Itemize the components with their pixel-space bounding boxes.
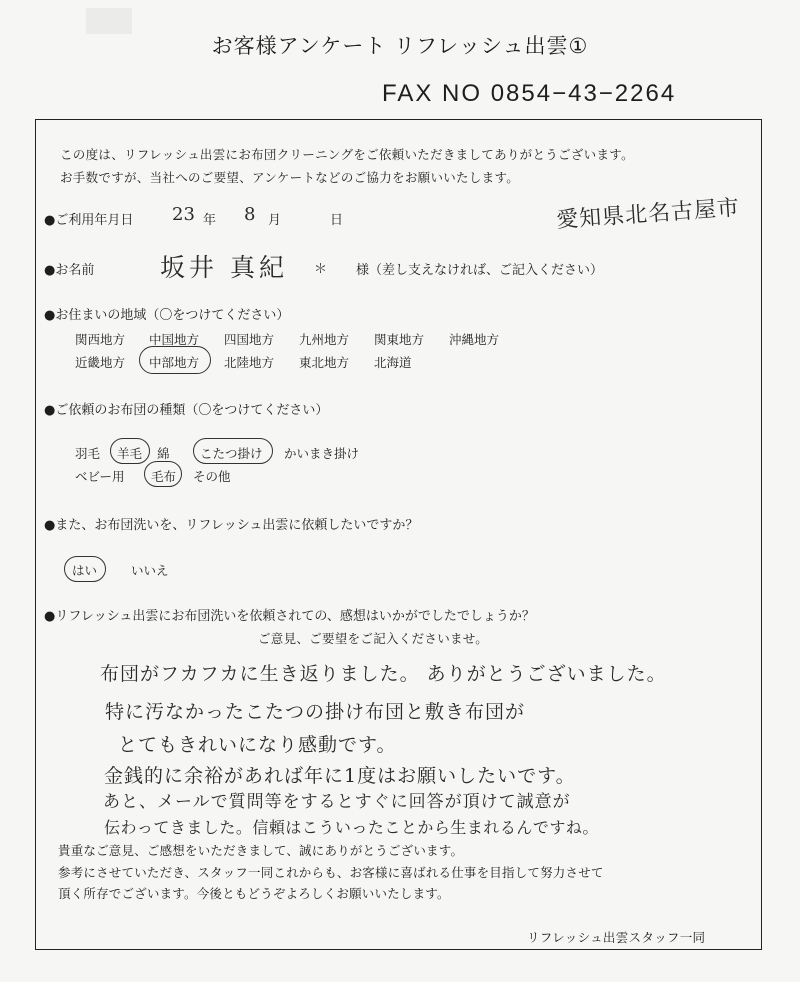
feedback-line-1: 布団がフカフカに生き返りました。 ありがとうございました。 — [100, 663, 667, 685]
region-label: ●お住まいの地域（〇をつけてください） — [44, 308, 290, 323]
region-tohoku: 東北地方 — [299, 355, 350, 370]
futon-blanket: 毛布 — [151, 469, 177, 484]
futon-wool: 羊毛 — [117, 446, 143, 461]
feedback-line-6: 伝わってきました。信頼はこういったことから生まれるんですね。 — [104, 818, 599, 837]
form-title: お客様アンケート リフレッシュ出雲① — [211, 34, 589, 58]
region-okinawa: 沖縄地方 — [449, 332, 500, 347]
region-hokuriku: 北陸地方 — [224, 355, 275, 370]
name-suffix: 様（差し支えなければ、ご記入ください） — [356, 263, 604, 278]
name-handwritten: 坂井 真紀 — [160, 253, 288, 282]
region-kansai: 関西地方 — [75, 332, 126, 347]
region-chugoku: 中国地方 — [149, 332, 200, 347]
feedback-line-3: とてもきれいになり感動です。 — [118, 734, 397, 756]
region-kinki: 近畿地方 — [75, 355, 126, 370]
futon-down: 羽毛 — [75, 446, 101, 461]
feedback-line-2: 特に汚なかったこたつの掛け布団と敷き布団が — [105, 701, 526, 723]
feedback-label: ●リフレッシュ出雲にお布団洗いを依頼されての、感想はいかがでしたでしょうか？ — [44, 609, 535, 624]
feedback-line-4: 金銭的に余裕があれば年に1度はお願いしたいです。 — [104, 765, 576, 787]
footer-line-2: 参考にさせていただき、スタッフ一同これからも、お客様に喜ばれる仕事を目指して努力させて — [58, 865, 604, 880]
futon-kaimaki: かいまき掛け — [284, 446, 360, 461]
region-shikoku: 四国地方 — [224, 332, 275, 347]
futon-baby: ベビー用 — [75, 469, 125, 484]
date-year-unit: 年 — [203, 213, 217, 228]
name-label: ●お名前 — [44, 263, 95, 278]
date-label: ●ご利用年月日 — [44, 213, 134, 228]
intro-line-1: この度は、リフレッシュ出雲にお布団クリーニングをご依頼いただきましてありがとうございます。 — [60, 147, 634, 162]
region-kanto: 関東地方 — [374, 332, 425, 347]
feedback-prompt: ご意見、ご要望をご記入くださいませ。 — [258, 631, 489, 646]
fax-number: FAX NO 0854−43−2264 — [382, 80, 677, 107]
intro-line-2: お手数ですが、当社へのご要望、アンケートなどのご協力をお願いいたします。 — [60, 170, 520, 185]
futon-kotatsu: こたつ掛け — [200, 446, 263, 461]
futon-other: その他 — [193, 469, 231, 484]
region-hokkaido: 北海道 — [374, 355, 412, 370]
footer-line-3: 頂く所存でございます。今後ともどうぞよろしくお願いいたします。 — [58, 886, 450, 901]
address-handwritten: 愛知県北名古屋市 — [555, 195, 741, 234]
footer-line-1: 貴重なご意見、ご感想をいただきまして、誠にありがとうございます。 — [58, 843, 464, 858]
again-yes: はい — [72, 563, 98, 578]
feedback-line-5: あと、メールで質問等をするとすぐに回答が頂けて誠意が — [103, 792, 571, 812]
region-kyushu: 九州地方 — [299, 332, 350, 347]
date-day-unit: 日 — [330, 213, 344, 228]
again-no: いいえ — [131, 563, 169, 578]
staff-signature: リフレッシュ出雲スタッフ一同 — [527, 930, 706, 945]
date-year-value: 23 — [172, 204, 195, 225]
date-month-unit: 月 — [268, 213, 282, 228]
futon-label: ●ご依頼のお布団の種類（〇をつけてください） — [44, 403, 329, 418]
date-month-value: 8 — [244, 204, 256, 225]
name-mark: ＊ — [314, 262, 328, 277]
futon-cotton: 綿 — [157, 446, 170, 461]
region-chubu: 中部地方 — [149, 355, 200, 370]
again-label: ●また、お布団洗いを、リフレッシュ出雲に依頼したいですか？ — [44, 518, 419, 533]
